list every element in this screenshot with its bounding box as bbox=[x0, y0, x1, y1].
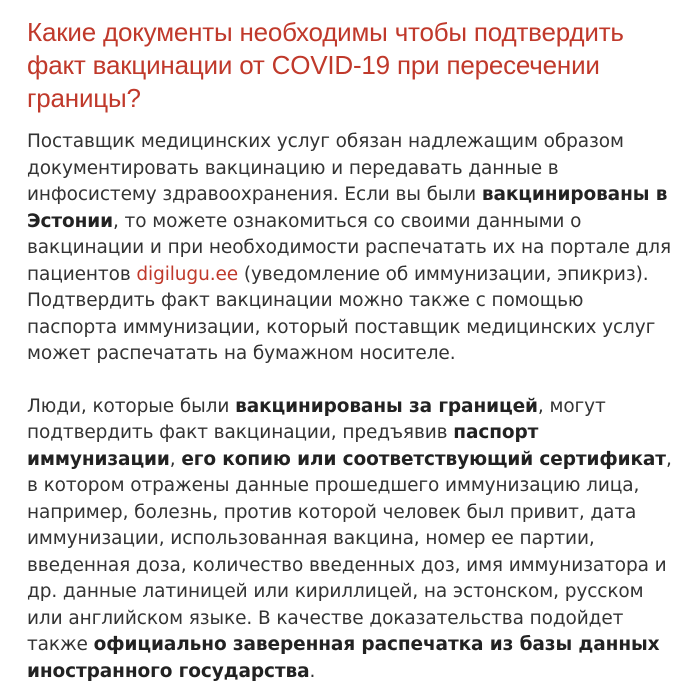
bold-vaccinated-in-estonia: вакцинированы в Эстонии bbox=[27, 184, 668, 232]
bold-vaccinated-abroad: вакцинированы за границей bbox=[235, 395, 538, 417]
text-segment: , могут подтвердить факт вакцинации, предъявив bbox=[27, 395, 606, 443]
text-segment: , bbox=[169, 448, 182, 470]
text-segment: , в котором отражены данные прошедшего иммунизацию лица, например, болезнь, против которой человек был привит, дата иммунизации, использованная вакцина, номер ее партии, введенная доза, количество введенных доз, имя иммунизатора и др. данные латиницей или кириллицей, на эстонском, русском или английском языке. В качестве доказательства подойдет также bbox=[27, 448, 672, 655]
text-segment: (уведомление об иммунизации, эпикриз). Подтвердить факт вакцинации можно также с помощью паспорта иммунизации, который поставщик медицинских услуг может распечатать на бумажном носителе. bbox=[27, 263, 656, 364]
paragraph-foreign-vaccination bbox=[27, 394, 679, 686]
text-segment: Люди, которые были bbox=[27, 395, 236, 417]
text-segment: , то можете ознакомиться со своими данными о вакцинации и при необходимости распечатать их на портале для пациентов bbox=[27, 210, 671, 285]
digilugu-link[interactable]: digilugu.ee bbox=[136, 263, 239, 285]
article-title: Какие документы необходимы чтобы подтвердить факт вакцинации от COVID-19 при пересечении границы? bbox=[27, 17, 624, 113]
bold-immunization-passport: паспорт иммунизации bbox=[27, 422, 539, 470]
bold-copy-or-certificate: его копию или соответствующий сертификат bbox=[181, 448, 666, 470]
text-segment: Поставщик медицинских услуг обязан надлежащим образом документировать вакцинацию и передавать данные в инфосистему здравоохранения. Если вы были bbox=[27, 131, 624, 205]
bold-certified-printout: официально заверенная распечатка из базы данных иностранного государства bbox=[27, 634, 660, 682]
article bbox=[27, 16, 679, 685]
paragraph-domestic-vaccination bbox=[27, 129, 679, 368]
text-segment: . bbox=[309, 660, 316, 682]
